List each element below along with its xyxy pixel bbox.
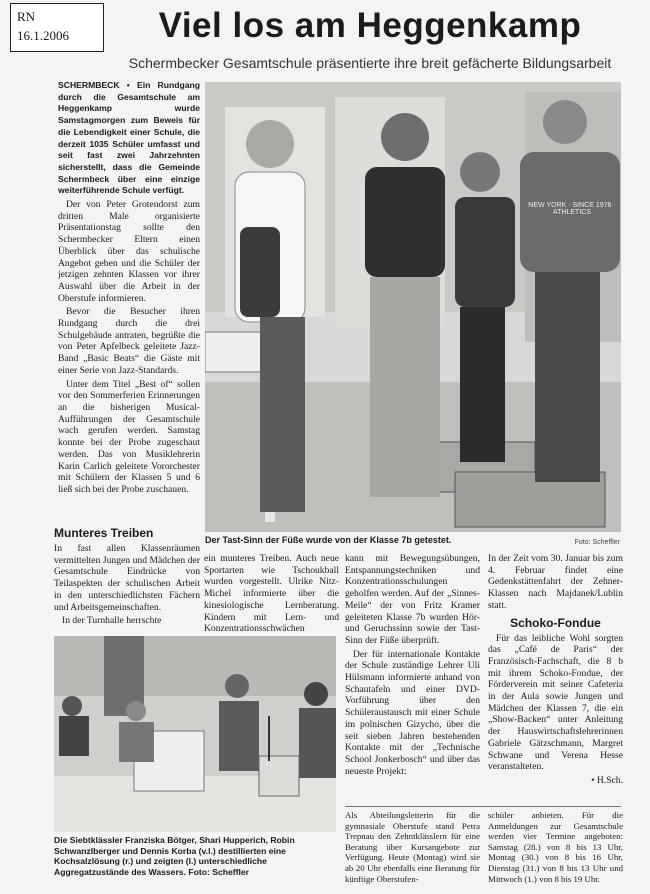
paragraph: kann mit Bewegungsübungen, Entspannungstechniken und Konzentrationsschulungen geholfen werden. Auf der „Sinnes-Meile“ der von Fritz Kramer geleiteten Klasse 7b wurden Hör- und Geruchssinn sowie der Tast-Sinn der Füße überprüft. <box>345 553 480 646</box>
paragraph: ein munteres Treiben. Auch neue Sportarten wie Tschoukball wurden vorgestellt. Ulrike Nitz-Michel informierte über die kinesiologische Lernberatung. Kindern mit Lern- und Konzentrationsschwächen <box>204 553 339 633</box>
headline: Viel los am Heggenkamp <box>158 6 582 45</box>
lead-text: Ein Rundgang durch die Gesamtschule am Heggenkamp wurde Samstagmorgen zum Beweis für die Lebendigkeit einer Schule, die derzeit 1035 Schüler umfasst und seit fast zwei Jahrzehnten sicherstellt, dass die Gemeinde Schermbeck über eine einzige weiterführende Schule verfügt. <box>58 80 200 196</box>
main-photo <box>205 82 621 532</box>
paragraph: schüler anbieten. Für die Anmeldungen zur Gesamtschule werden vier Termine angeboten: Samstag (28.) von 8 bis 13 Uhr, Montag (30.) von 8 bis 16 Uhr, Dienstag (31.) von 8 bis 13 Uhr und Mittwoch (1.) von 8 bis 19 Uhr. <box>488 810 623 884</box>
article-column-3 <box>345 553 480 803</box>
small-photo <box>54 636 336 832</box>
paragraph: Bevor die Besucher ihren Rundgang durch die drei Schulgebäude antraten, begrüßte die von Peter Apfelbeck geleitete Jazz-Band „Basic Beats“ die Gäste mit einer Serie von Jazz-Standards. <box>58 306 200 376</box>
section-heading: Schoko-Fondue <box>510 615 601 630</box>
paragraph: Der für internationale Kontakte der Schule zuständige Lehrer Uli Hülsmann informierte anhand von Schautafeln und einer DVD-Vorführung über den Schüleraustausch mit einer Schule im polnischen Gizycho, über die seit sieben Jahren bestehenden Kontakte mit der „Technische School Jonkerbosch“ und über das neueste Projekt: <box>345 648 480 777</box>
divider <box>345 806 621 807</box>
main-photo-credit: Foto: Scheffler <box>574 539 620 546</box>
main-photo-image <box>205 82 621 532</box>
article-column-1 <box>58 80 200 520</box>
stamp-date: 16.1.2006 <box>17 28 69 43</box>
author-initials: • H.Sch. <box>591 774 623 786</box>
paragraph: Als Abteilungsleiterin für die gymnasiale Oberstufe stand Petra Trepnau den Zehntklässlern für eine Beratung über Kursangebote zur Verfügung. Heute (Montag) wird sie ab 20 Uhr ebenfalls eine Beratung für künftige Oberstufen- <box>345 810 480 884</box>
article-column-4-lower <box>488 810 623 890</box>
dateline: SCHERMBECK • <box>58 80 130 90</box>
paragraph: In fast allen Klassenräumen vermittelten Jungen und Mädchen der Gesamtschule Eindrücke von Teilaspekten der schulischen Arbeit in den unterschiedlichsten Fächern und Arbeitsgemeinschaften. <box>54 543 200 613</box>
stamp-source: RN <box>17 9 36 24</box>
small-photo-caption: Die Siebtklässler Franziska Bötger, Shari Hupperich, Robin Schwanzlberger und Dennis Korba (v.l.) destillierten eine Kochsalzlösung (r.) und zeigten (l.) unterschiedliche Aggregatzustände des Wassers. Foto: Scheffler <box>54 835 295 877</box>
paragraph: Für das leibliche Wohl sorgten das „Café de Paris“ der Französisch-Fachschaft, die 8 b mit ihrem Schoko-Fondue, der Förderverein mit seiner Cafeteria in der Aula sowie Jungen und Mädchen der Klassen 7, die ein „Show-Backen“ unter Anleitung der Hauswirtschaftslehrerinnen Gabriele Gätzschmann, Margret Schwane und Verena Hesse veranstalteten. <box>488 632 623 773</box>
sweatshirt-print: NEW YORK · SINCE 1976 · ATHLETICS <box>528 202 616 216</box>
article-column-4 <box>488 553 623 805</box>
section-heading: Munteres Treiben <box>54 526 154 540</box>
lead-paragraph <box>58 80 200 197</box>
paragraph: Der von Peter Grotendorst zum dritten Male organisierte Präsentationstag sollte den Schermbecker Eltern einen Überblick über das schulische Angebot geben und die Schüler der jetzigen zehnten Klassen vor ihrer Auswahl über die Arbeit in der Oberstufe informieren. <box>58 199 200 304</box>
article-column-3-lower <box>345 810 480 890</box>
main-photo-caption: Der Tast-Sinn der Füße wurde von der Klasse 7b getestet. <box>205 535 452 545</box>
paragraph: In der Zeit vom 30. Januar bis zum 4. Februar findet eine Gedenkstättenfahrt der Zehner-Klassen nach Majdanek/Lublin statt. <box>488 553 623 611</box>
article-column-2 <box>204 553 339 633</box>
paragraph: In der Turnhalle herrschte <box>62 615 162 627</box>
article-column-1-lower <box>54 522 200 632</box>
archive-stamp <box>10 3 104 52</box>
paragraph: Unter dem Titel „Best of“ sollen vor den Sommerferien Erinnerungen an die bisherigen Musical-Aufführungen der Gesamtschule wach gerufen werden. Samstag konnte bei der Probe zugeschaut werden. Das von Musiklehrerin Karin Carlich geleitete Vororchester mit Schülern der Klassen 5 und 6 ließ sich bei der Probe zuschauen. <box>58 378 200 495</box>
subheadline: Schermbecker Gesamtschule präsentierte ihre breit gefächerte Bildungsarbeit <box>128 55 612 71</box>
small-photo-image <box>54 636 336 832</box>
